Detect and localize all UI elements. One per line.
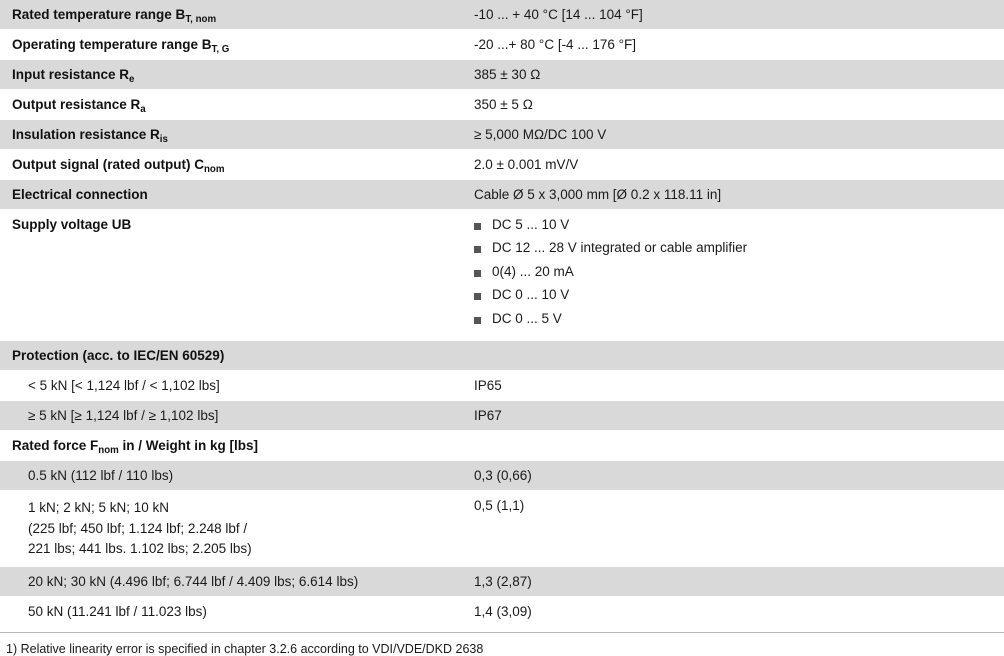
list-item: DC 5 ... 10 V: [474, 217, 1004, 234]
table-row: [0, 90, 1004, 120]
list-item: 0(4) ... 20 mA: [474, 264, 1004, 281]
table-row: [0, 210, 1004, 335]
row-label: 50 kN (11.241 lbf / 11.023 lbs): [0, 597, 462, 627]
footnote-section: [0, 632, 1004, 656]
table-row: [0, 150, 1004, 180]
row-value: IP65: [462, 371, 1004, 401]
row-value: 0,5 (1,1): [462, 491, 1004, 567]
row-value: 1,3 (2,87): [462, 567, 1004, 597]
value-bullet-list: [474, 217, 1004, 327]
row-value: ≥ 5,000 MΩ/DC 100 V: [462, 120, 1004, 150]
row-label: Protection (acc. to IEC/EN 60529): [0, 341, 462, 371]
row-label: 20 kN; 30 kN (4.496 lbf; 6.744 lbf / 4.409 lbs; 6.614 lbs): [0, 567, 462, 597]
row-label: Electrical connection: [0, 180, 462, 210]
table-row: [0, 341, 1004, 371]
row-label: < 5 kN [< 1,124 lbf / < 1,102 lbs]: [0, 371, 462, 401]
row-label: Insulation resistance $R_{is}$: [0, 120, 462, 150]
table-row: [0, 0, 1004, 30]
row-value: 350 ± 5 Ω: [462, 90, 1004, 120]
row-label: ≥ 5 kN [≥ 1,124 lbf / ≥ 1,102 lbs]: [0, 401, 462, 431]
list-item: DC 12 ... 28 V integrated or cable amplifier: [474, 240, 1004, 257]
table-row: [0, 120, 1004, 150]
list-item: DC 0 ... 5 V: [474, 311, 1004, 328]
row-value: [462, 210, 1004, 335]
row-label: Operating temperature range $B_{T, G}$: [0, 30, 462, 60]
row-value: -20 ...+ 80 °C [-4 ... 176 °F]: [462, 30, 1004, 60]
row-value: Cable Ø 5 x 3,000 mm [Ø 0.2 x 118.11 in]: [462, 180, 1004, 210]
row-label: Supply voltage UB: [0, 210, 462, 335]
row-value: 1,4 (3,09): [462, 597, 1004, 627]
table-row: [0, 461, 1004, 491]
row-value: -10 ... + 40 °C [14 ... 104 °F]: [462, 0, 1004, 30]
table-row: [0, 597, 1004, 627]
row-label: Rated temperature range $B_{T, nom}$: [0, 0, 462, 30]
table-row: [0, 371, 1004, 401]
row-label: Rated force $F_{nom}$ in / Weight in kg [lbs]: [0, 431, 462, 461]
table-row: [0, 431, 1004, 461]
table-row: [0, 30, 1004, 60]
table-row: [0, 60, 1004, 90]
row-label: Output resistance $R_a$: [0, 90, 462, 120]
row-value: 385 ± 30 Ω: [462, 60, 1004, 90]
row-value: [462, 431, 1004, 461]
row-value: IP67: [462, 401, 1004, 431]
row-value: 2.0 ± 0.001 mV/V: [462, 150, 1004, 180]
row-label: 1 kN; 2 kN; 5 kN; 10 kN (225 lbf; 450 lbf; 1.124 lbf; 2.248 lbf / 221 lbs; 441 lbs. 1.102 lbs; 2.205 lbs): [0, 491, 462, 567]
row-label: Output signal (rated output) $C_{nom}$: [0, 150, 462, 180]
row-label: Input resistance $R_e$: [0, 60, 462, 90]
footnote-text: 1) Relative linearity error is specified in chapter 3.2.6 according to VDI/VDE/DKD 2638: [6, 642, 484, 656]
table-row: [0, 491, 1004, 567]
list-item: DC 0 ... 10 V: [474, 287, 1004, 304]
row-value: 0,3 (0,66): [462, 461, 1004, 491]
table-row: [0, 401, 1004, 431]
table-row: [0, 180, 1004, 210]
row-label: 0.5 kN (112 lbf / 110 lbs): [0, 461, 462, 491]
row-value: [462, 341, 1004, 371]
table-row: [0, 567, 1004, 597]
